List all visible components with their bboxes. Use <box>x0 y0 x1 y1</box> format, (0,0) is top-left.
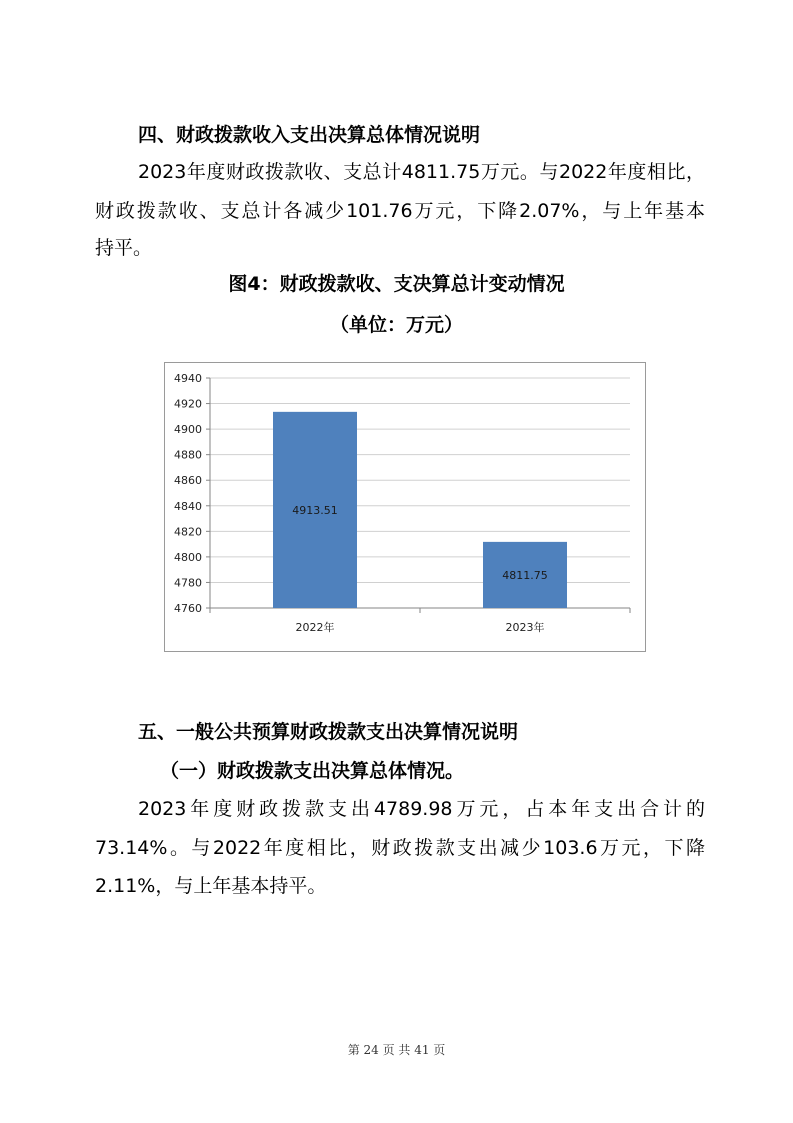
bar-data-label: 4811.75 <box>502 568 548 582</box>
y-tick-label: 4840 <box>174 499 202 513</box>
section-5-sub-heading: （一）财政拨款支出决算总体情况。 <box>160 760 465 782</box>
y-tick-label: 4820 <box>174 525 202 539</box>
x-category-label: 2022年 <box>295 621 335 634</box>
section-5-paragraph-line-2: 73.14%。与2022年度相比，财政拨款支出减少103.6万元，下降 <box>95 837 705 859</box>
figure-4-unit-subtitle: （单位：万元） <box>329 314 463 336</box>
y-tick-label: 4940 <box>174 372 202 385</box>
bar-chart-container <box>164 362 646 652</box>
section-4-paragraph-line-1: 2023年度财政拨款收、支总计4811.75万元。与2022年度相比， <box>138 161 705 183</box>
y-tick-label: 4880 <box>174 448 202 462</box>
bar-data-label: 4913.51 <box>292 503 338 517</box>
y-tick-label: 4760 <box>174 602 202 615</box>
y-tick-label: 4800 <box>174 550 202 564</box>
section-4-paragraph-line-3: 持平。 <box>95 237 153 259</box>
y-tick-label: 4920 <box>174 397 202 411</box>
y-tick-label: 4900 <box>174 423 202 437</box>
section-4-paragraph-line-2: 财政拨款收、支总计各减少101.76万元，下降2.07%，与上年基本 <box>95 200 705 222</box>
figure-4-title: 图4：财政拨款收、支决算总计变动情况 <box>228 273 565 295</box>
page-number-footer: 第 24 页 共 41 页 <box>347 1043 446 1057</box>
section-5-paragraph-line-3: 2.11%，与上年基本持平。 <box>95 875 327 897</box>
bar-chart <box>165 363 645 651</box>
y-tick-label: 4780 <box>174 576 202 590</box>
section-5-heading: 五、一般公共预算财政拨款支出决算情况说明 <box>138 721 519 743</box>
section-5-paragraph-line-1: 2023年度财政拨款支出4789.98万元，占本年支出合计的 <box>138 798 705 820</box>
y-tick-label: 4860 <box>174 474 202 488</box>
section-4-heading: 四、财政拨款收入支出决算总体情况说明 <box>138 124 481 146</box>
x-category-label: 2023年 <box>505 621 545 634</box>
